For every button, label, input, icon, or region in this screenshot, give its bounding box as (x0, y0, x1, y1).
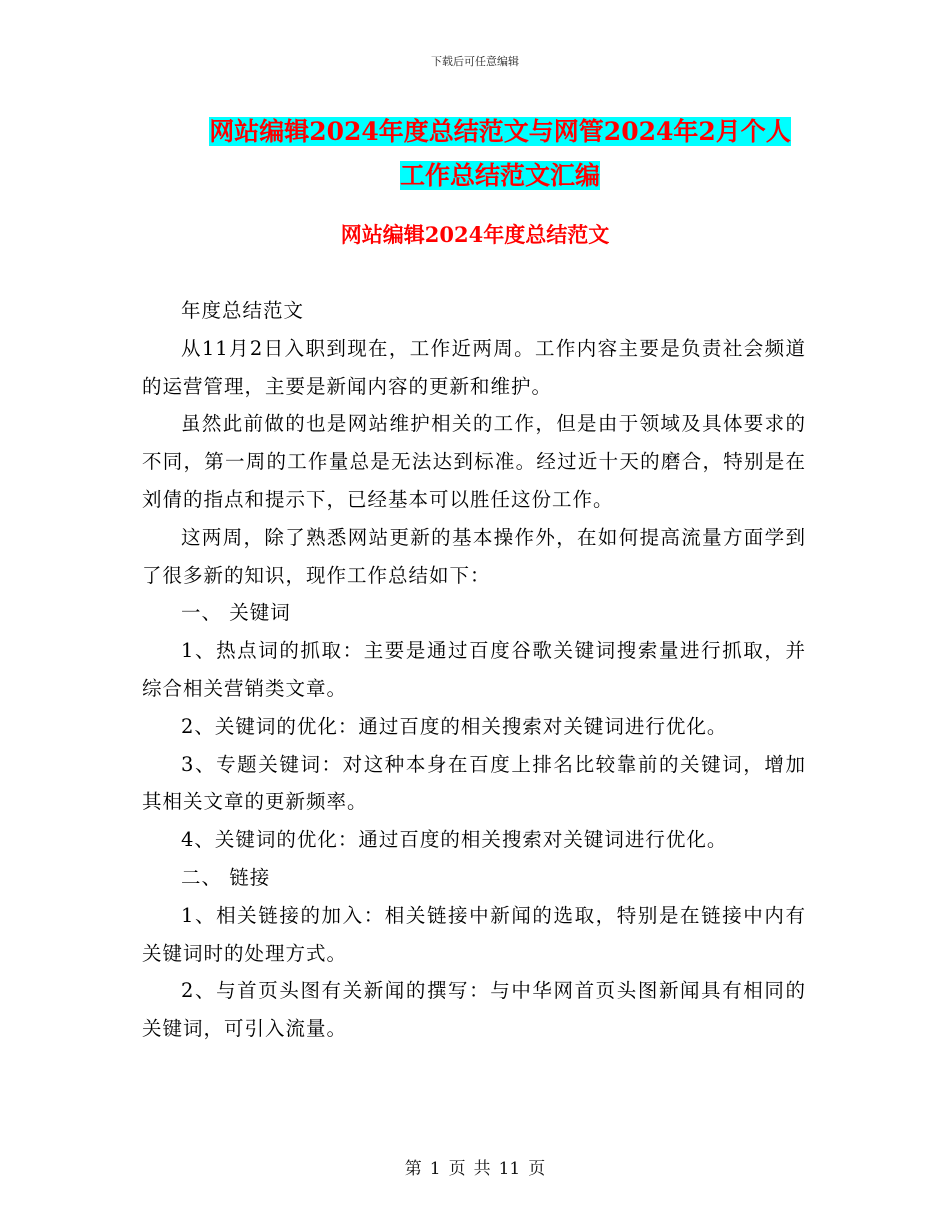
title-line-2: 工作总结范文汇编 (399, 161, 600, 190)
paragraph: 1、相关链接的加入：相关链接中新闻的选取，特别是在链接中内有关键词时的处理方式。 (142, 903, 806, 965)
paragraph: 1、热点词的抓取：主要是通过百度谷歌关键词搜索量进行抓取，并综合相关营销类文章。 (142, 639, 806, 700)
page-footer (0, 1154, 950, 1179)
paragraph: 2、与首页头图有关新闻的撰写：与中华网首页头图新闻具有相同的关键词，可引入流量。 (142, 979, 806, 1041)
section-title: 网站编辑2024年度总结范文 (340, 222, 610, 247)
paragraph: 4、关键词的优化：通过百度的相关搜索对关键词进行优化。 (181, 828, 728, 852)
heading-links: 二、 链接 (181, 865, 271, 889)
heading-keywords: 一、 关键词 (181, 601, 291, 625)
footer-total-label: 页 (528, 1159, 546, 1179)
paragraph: 从11月2日入职到现在，工作近两周。工作内容主要是负责社会频道的运营管理，主要是新闻内容的更新和维护。 (142, 336, 806, 398)
paragraph: 年度总结范文 (181, 299, 305, 322)
paragraph: 这两周，除了熟悉网站更新的基本操作外，在如何提高流量方面学到了很多新的知识，现作工作总结如下： (142, 525, 806, 587)
footer-page-number: 1 (429, 1159, 441, 1179)
footer-page-prefix: 第 (404, 1159, 422, 1179)
document-title (150, 110, 850, 198)
header-note: 下载后可任意编辑 (431, 55, 519, 68)
paragraph: 虽然此前做的也是网站维护相关的工作，但是由于领域及具体要求的不同，第一周的工作量总是无法达到标准。经过近十天的磨合，特别是在刘倩的指点和提示下，已经基本可以胜任这份工作。 (142, 412, 806, 511)
document-body (142, 292, 806, 1048)
paragraph: 2、关键词的优化：通过百度的相关搜索对关键词进行优化。 (181, 714, 728, 738)
footer-total-number: 11 (498, 1159, 521, 1179)
footer-page-label: 页 (448, 1159, 466, 1179)
footer-total-prefix: 共 (473, 1159, 491, 1179)
paragraph: 3、专题关键词：对这种本身在百度上排名比较靠前的关键词，增加其相关文章的更新频率。 (142, 752, 806, 814)
title-line-1: 网站编辑2024年度总结范文与网管2024年2月个人 (209, 117, 791, 146)
